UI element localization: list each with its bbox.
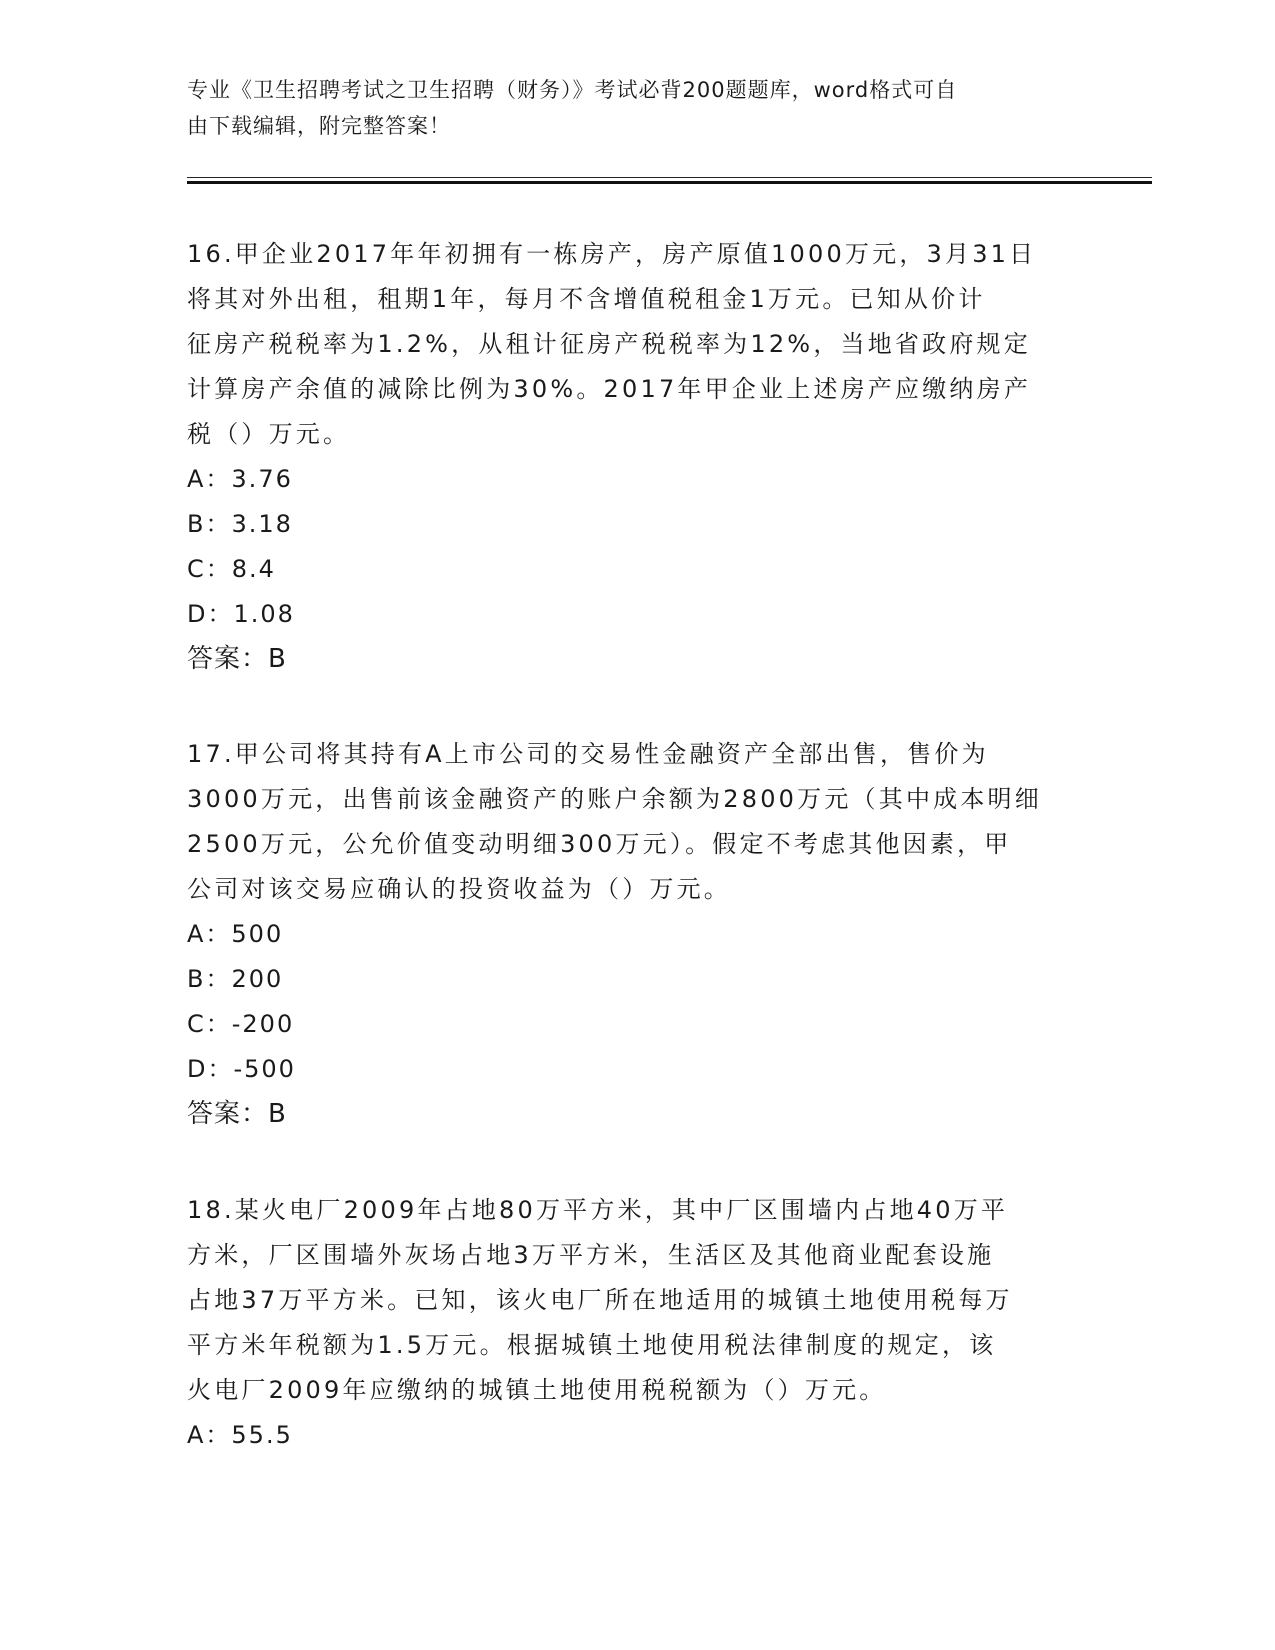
header-line-1: 专业《卫生招聘考试之卫生招聘（财务）》考试必背200题题库，word格式可自 <box>187 78 958 102</box>
answer-label: 答案：B <box>187 1099 287 1129</box>
option-a: A：3.76 <box>187 465 293 493</box>
question-17 <box>187 732 1087 1137</box>
option-b: B：3.18 <box>187 510 293 538</box>
question-text-line: 税（）万元。 <box>187 420 351 448</box>
question-text-line: 17.甲公司将其持有A上市公司的交易性金融资产全部出售，售价为 <box>187 740 989 768</box>
header-line-2: 由下载编辑，附完整答案！ <box>187 114 451 138</box>
option-d: D：-500 <box>187 1055 296 1083</box>
option-b: B：200 <box>187 965 284 993</box>
question-text-line: 平方米年税额为1.5万元。根据城镇土地使用税法律制度的规定，该 <box>187 1331 997 1359</box>
option-c: C：8.4 <box>187 555 276 583</box>
answer-label: 答案：B <box>187 644 287 674</box>
question-text-line: 占地37万平方米。已知，该火电厂所在地适用的城镇土地使用税每万 <box>187 1286 1013 1314</box>
question-text-line: 16.甲企业2017年年初拥有一栋房产，房产原值1000万元，3月31日 <box>187 240 1037 268</box>
option-d: D：1.08 <box>187 600 295 628</box>
header-divider-thin <box>187 177 1152 178</box>
question-text-line: 方米，厂区围墙外灰场占地3万平方米，生活区及其他商业配套设施 <box>187 1241 995 1269</box>
question-text-line: 征房产税税率为1.2%，从租计征房产税税率为12%，当地省政府规定 <box>187 330 1031 358</box>
question-text-line: 计算房产余值的减除比例为30%。2017年甲企业上述房产应缴纳房产 <box>187 375 1032 403</box>
question-text-line: 2500万元，公允价值变动明细300万元）。假定不考虑其他因素，甲 <box>187 830 1012 858</box>
question-text-line: 18.某火电厂2009年占地80万平方米，其中厂区围墙内占地40万平 <box>187 1196 1009 1224</box>
question-text-line: 将其对外出租，租期1年，每月不含增值税租金1万元。已知从价计 <box>187 285 986 313</box>
header-divider-thick <box>187 181 1152 184</box>
option-a: A：500 <box>187 920 284 948</box>
question-16 <box>187 232 1087 682</box>
document-header <box>187 72 1067 144</box>
option-c: C：-200 <box>187 1010 295 1038</box>
option-a: A：55.5 <box>187 1421 293 1449</box>
question-text-line: 火电厂2009年应缴纳的城镇土地使用税税额为（）万元。 <box>187 1376 887 1404</box>
question-18 <box>187 1188 1087 1458</box>
question-text-line: 公司对该交易应确认的投资收益为（）万元。 <box>187 875 731 903</box>
question-text-line: 3000万元，出售前该金融资产的账户余额为2800万元（其中成本明细 <box>187 785 1042 813</box>
